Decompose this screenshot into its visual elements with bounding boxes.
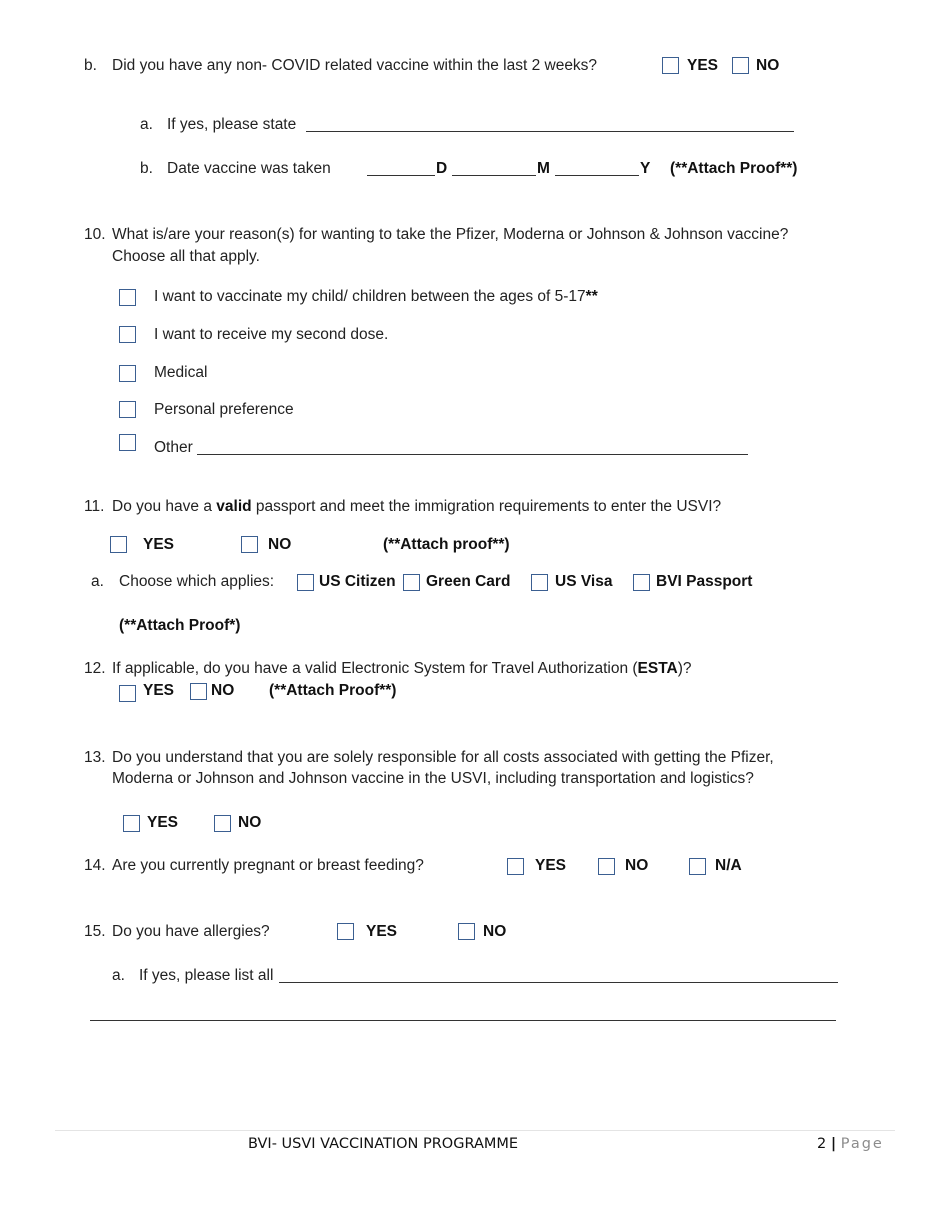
q12-text-before: If applicable, do you have a valid Electronic System for Travel Authorization ( (112, 660, 638, 677)
q11-yes-label: YES (143, 536, 175, 553)
q10-option-personal: Personal preference (154, 401, 294, 418)
q11-proof-note: (**Attach proof**) (383, 536, 510, 553)
q12-yes-label: YES (143, 682, 175, 699)
page-separator: | (830, 1136, 837, 1152)
q9b-sub-b-marker: b. (140, 160, 153, 177)
q11-us-visa-label: US Visa (555, 573, 613, 590)
q14-yes-checkbox[interactable] (507, 858, 524, 875)
q11-sub-a-marker: a. (91, 573, 104, 590)
q10-other-checkbox[interactable] (119, 434, 136, 451)
q11-bvi-passport-label: BVI Passport (656, 573, 753, 590)
q10-option-medical: Medical (154, 364, 208, 381)
q10-other-input[interactable] (197, 454, 748, 455)
q10-option-second-dose: I want to receive my second dose. (154, 326, 389, 343)
q14-number: 14. (84, 857, 106, 874)
q9b-month-input[interactable] (452, 175, 536, 176)
q9b-day-label: D (436, 160, 448, 177)
q11-green-card-checkbox[interactable] (403, 574, 420, 591)
q11-question (112, 497, 721, 517)
q9b-year-label: Y (640, 160, 651, 177)
q10-option-child (154, 287, 598, 307)
q15-yes-label: YES (366, 923, 398, 940)
q13-number: 13. (84, 749, 106, 766)
q15-question: Do you have allergies? (112, 923, 270, 940)
q9b-proof-note: (**Attach Proof**) (670, 160, 798, 177)
q13-question-line1: Do you understand that you are solely responsible for all costs associated with getting the Pfizer, (112, 749, 774, 766)
q15-sub-a-label: If yes, please list all (139, 967, 274, 984)
q11-sub-a-label: Choose which applies: (119, 573, 275, 590)
q9b-yes-checkbox[interactable] (662, 57, 679, 74)
q12-text-bold: ESTA (637, 660, 678, 677)
q15-yes-checkbox[interactable] (337, 923, 354, 940)
q10-option-other: Other (154, 439, 193, 456)
q12-question (112, 659, 692, 679)
q10-personal-checkbox[interactable] (119, 401, 136, 418)
q11-text-after: passport and meet the immigration requirements to enter the USVI? (255, 498, 722, 515)
q13-yes-checkbox[interactable] (123, 815, 140, 832)
q11-us-citizen-checkbox[interactable] (297, 574, 314, 591)
q15-allergies-input-line1[interactable] (279, 982, 838, 983)
q15-sub-a-marker: a. (112, 967, 125, 984)
q14-no-checkbox[interactable] (598, 858, 615, 875)
q9b-day-input[interactable] (367, 175, 435, 176)
q11-no-checkbox[interactable] (241, 536, 258, 553)
q9b-no-checkbox[interactable] (732, 57, 749, 74)
q14-na-checkbox[interactable] (689, 858, 706, 875)
q10-option-child-text: I want to vaccinate my child/ children between the ages of 5-17 (154, 288, 586, 305)
q11-us-visa-checkbox[interactable] (531, 574, 548, 591)
q10-question-line2: Choose all that apply. (112, 248, 260, 265)
q9b-date-label: Date vaccine was taken (167, 160, 331, 177)
q11-yes-checkbox[interactable] (110, 536, 127, 553)
q14-yes-label: YES (535, 857, 567, 874)
q12-text-after: )? (677, 660, 692, 677)
q11-green-card-label: Green Card (426, 573, 511, 590)
footer-divider (55, 1130, 895, 1131)
q9b-question: Did you have any non- COVID related vaccine within the last 2 weeks? (112, 57, 598, 74)
q15-no-label: NO (483, 923, 507, 940)
q9b-state-input[interactable] (306, 131, 794, 132)
q11-number: 11. (84, 498, 105, 515)
q14-question: Are you currently pregnant or breast feeding? (112, 857, 424, 874)
q10-number: 10. (84, 226, 106, 243)
q10-medical-checkbox[interactable] (119, 365, 136, 382)
q13-yes-label: YES (147, 814, 179, 831)
q9b-sub-a-label: If yes, please state (167, 116, 297, 133)
page-number-value: 2 (817, 1136, 827, 1152)
q13-no-checkbox[interactable] (214, 815, 231, 832)
q9b-no-label: NO (756, 57, 780, 74)
q11-text-before: Do you have a (112, 498, 212, 515)
q10-option-child-mark: ** (585, 288, 598, 305)
footer-title: BVI- USVI VACCINATION PROGRAMME (248, 1136, 519, 1152)
q9b-yes-label: YES (687, 57, 719, 74)
page-number (817, 1134, 884, 1154)
q12-yes-checkbox[interactable] (119, 685, 136, 702)
q10-second-dose-checkbox[interactable] (119, 326, 136, 343)
q11-proof-note-2: (**Attach Proof*) (119, 617, 241, 634)
q14-no-label: NO (625, 857, 649, 874)
q13-no-label: NO (238, 814, 262, 831)
q15-allergies-input-line2[interactable] (90, 1020, 836, 1021)
q11-bvi-passport-checkbox[interactable] (633, 574, 650, 591)
q10-child-checkbox[interactable] (119, 289, 136, 306)
q12-proof-note: (**Attach Proof**) (269, 682, 397, 699)
q11-no-label: NO (268, 536, 292, 553)
q12-number: 12. (84, 660, 106, 677)
q12-no-label: NO (211, 682, 235, 699)
q9b-year-input[interactable] (555, 175, 639, 176)
q11-text-bold: valid (216, 498, 252, 515)
q9b-month-label: M (537, 160, 550, 177)
q12-no-checkbox[interactable] (190, 683, 207, 700)
q10-question-line1: What is/are your reason(s) for wanting to take the Pfizer, Moderna or Johnson & Johnson vaccine? (112, 226, 789, 243)
q13-question-line2: Moderna or Johnson and Johnson vaccine in the USVI, including transportation and logistics? (112, 770, 754, 787)
q15-number: 15. (84, 923, 106, 940)
q11-us-citizen-label: US Citizen (319, 573, 396, 590)
q9b-sub-a-marker: a. (140, 116, 153, 133)
page-word: Page (840, 1136, 884, 1152)
q9b-marker: b. (84, 57, 97, 74)
q14-na-label: N/A (715, 857, 742, 874)
q15-no-checkbox[interactable] (458, 923, 475, 940)
